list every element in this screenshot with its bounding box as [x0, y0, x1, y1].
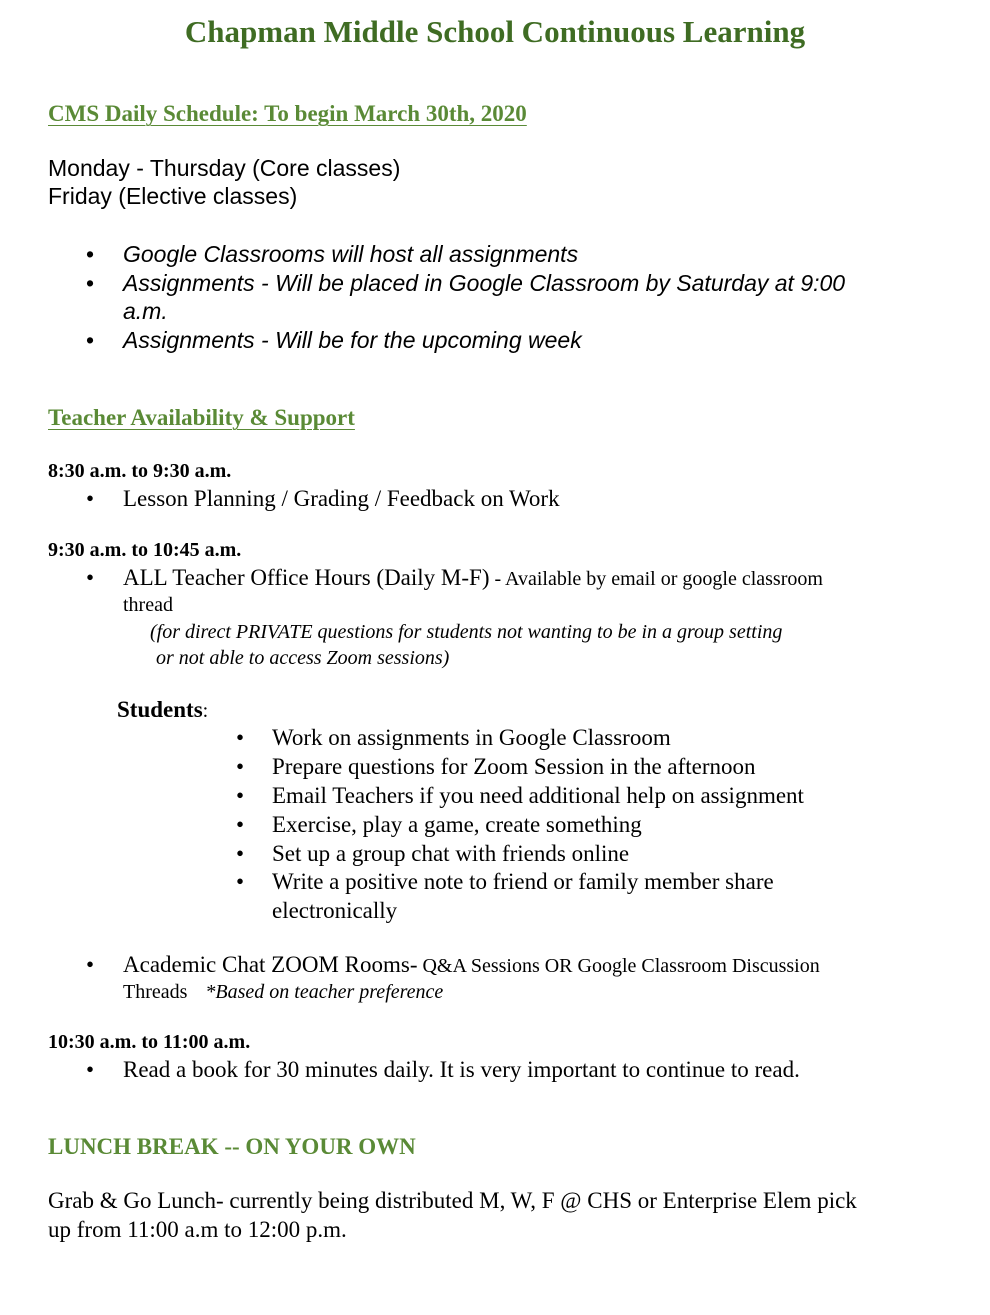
bullet-glyph: •: [236, 841, 245, 866]
lunch-line: Grab & Go Lunch- currently being distributed M, W, F @ CHS or Enterprise Elem pick: [48, 1188, 857, 1213]
schedule-bullet-continuation: a.m.: [123, 298, 168, 324]
students-label-text: Students: [117, 697, 203, 722]
office-hours-continuation: thread: [123, 594, 173, 616]
bullet-glyph: •: [236, 783, 245, 808]
student-item: Exercise, play a game, create something: [272, 812, 642, 837]
office-hours-title: ALL Teacher Office Hours (Daily M-F): [123, 565, 490, 590]
bullet-glyph: •: [86, 1057, 95, 1082]
zoom-rooms-continuation: [123, 981, 443, 1004]
student-item-continuation: electronically: [272, 898, 398, 923]
office-hours-note: (for direct PRIVATE questions for students not wanting to be in a group setting: [150, 621, 783, 643]
students-label-colon: :: [202, 700, 209, 722]
bullet-glyph: •: [236, 725, 245, 750]
office-hours-line: [123, 565, 823, 591]
bullet-glyph: •: [236, 812, 245, 837]
office-hours-note-continuation: or not able to access Zoom sessions): [156, 647, 450, 669]
time-slot-heading: 9:30 a.m. to 10:45 a.m.: [48, 539, 242, 561]
bullet-glyph: •: [236, 869, 245, 894]
schedule-elective-line: Friday (Elective classes): [48, 183, 298, 209]
bullet-glyph: •: [86, 565, 95, 590]
slot-item: Read a book for 30 minutes daily. It is very important to continue to read.: [123, 1057, 800, 1082]
bullet-glyph: •: [86, 241, 95, 267]
bullet-glyph: •: [86, 327, 95, 353]
students-label: [117, 697, 208, 723]
student-item: Work on assignments in Google Classroom: [272, 725, 671, 750]
zoom-rooms-note: *Based on teacher preference: [205, 981, 444, 1003]
schedule-bullet: Assignments - Will be placed in Google Classroom by Saturday at 9:00: [123, 270, 846, 296]
time-slot-heading: 8:30 a.m. to 9:30 a.m.: [48, 460, 232, 482]
zoom-rooms-detail: Q&A Sessions OR Google Classroom Discussion: [417, 955, 820, 977]
lunch-line-continuation: up from 11:00 a.m to 12:00 p.m.: [48, 1217, 347, 1242]
lunch-heading: LUNCH BREAK -- ON YOUR OWN: [48, 1134, 416, 1159]
zoom-rooms-line: [123, 952, 820, 978]
student-item: Email Teachers if you need additional help on assignment: [272, 783, 804, 808]
slot-item: Lesson Planning / Grading / Feedback on Work: [123, 486, 560, 511]
zoom-rooms-threads: Threads: [123, 981, 188, 1003]
student-item: Write a positive note to friend or family member share: [272, 869, 774, 894]
schedule-bullet: Google Classrooms will host all assignments: [123, 241, 579, 267]
office-hours-detail: - Available by email or google classroom: [489, 568, 823, 590]
bullet-glyph: •: [236, 754, 245, 779]
student-item: Prepare questions for Zoom Session in the afternoon: [272, 754, 756, 779]
schedule-core-line: Monday - Thursday (Core classes): [48, 155, 401, 181]
zoom-rooms-title: Academic Chat ZOOM Rooms-: [123, 952, 418, 977]
bullet-glyph: •: [86, 270, 95, 296]
availability-heading: Teacher Availability & Support: [48, 405, 355, 430]
bullet-glyph: •: [86, 486, 95, 511]
page-title: Chapman Middle School Continuous Learning: [184, 14, 806, 49]
student-item: Set up a group chat with friends online: [272, 841, 630, 866]
bullet-glyph: •: [86, 952, 95, 977]
time-slot-heading: 10:30 a.m. to 11:00 a.m.: [48, 1031, 251, 1053]
schedule-bullet: Assignments - Will be for the upcoming week: [123, 327, 582, 353]
schedule-heading: CMS Daily Schedule: To begin March 30th, 2020: [48, 101, 527, 126]
